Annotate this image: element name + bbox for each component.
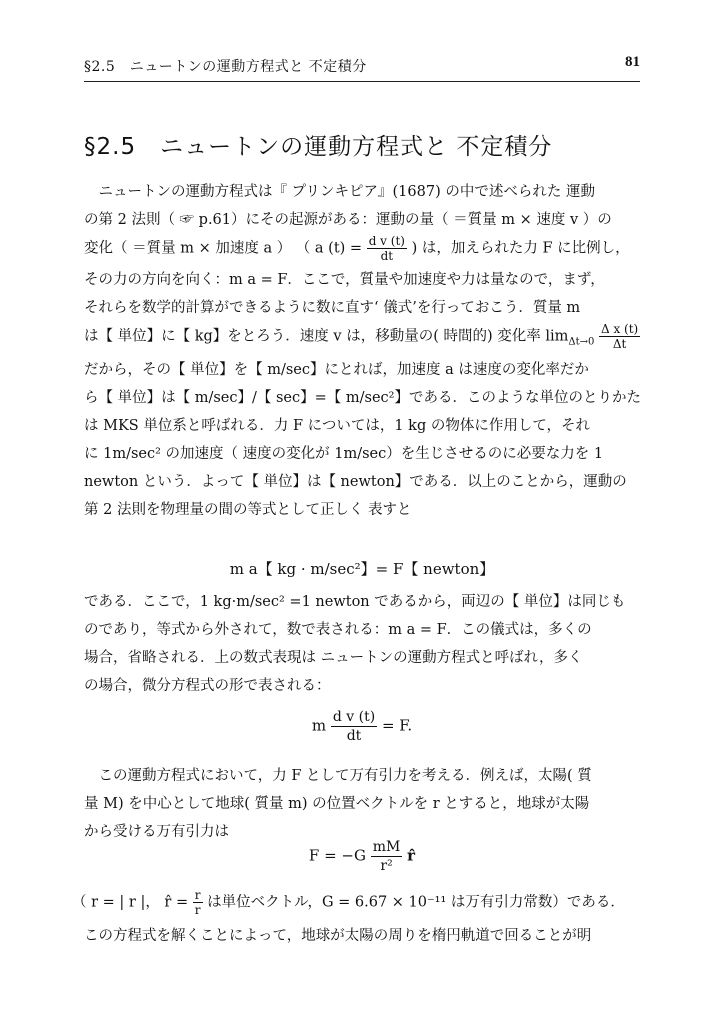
dv-dt-denominator: dt xyxy=(380,249,394,263)
section-title: §2.5 ニュートンの運動方程式と 不定積分 xyxy=(84,134,553,160)
p3-line-2: 量 M) を中心として地球( 質量 m) の位置ベクトルを r とすると，地球が太陽 xyxy=(84,796,590,812)
p2-line-4: の場合，微分方程式の形で表される： xyxy=(84,678,331,694)
paragraph-1 xyxy=(84,178,640,524)
p1-line-7: だから，その【 単位】を【 m/sec】にとれば，加速度 a は速度の変化率だか xyxy=(84,362,589,378)
p4-line-1-text-b: は単位ベクトル，G = 6.67 × 10⁻¹¹ は万有引力常数）である． xyxy=(207,894,625,911)
p1-line-6-text-a: は【 単位】に【 kg】をとろう．速度 v は，移動量の( 時間的) 変化率 lim xyxy=(84,328,569,345)
p1-line-10: に 1m/sec² の加速度（ 速度の変化が 1m/sec）を生じさせるのに必要な力を 1 xyxy=(84,446,604,462)
p2-line-2: のであり，等式から外されて，数で表される：m a = F．この儀式は，多くの xyxy=(84,622,592,638)
unit-vector-numerator: r xyxy=(194,888,201,902)
p3-line-3: から受ける万有引力は xyxy=(84,824,229,840)
eq2-lhs: m xyxy=(311,716,327,735)
eq3-lhs: F = −G xyxy=(308,846,366,865)
eq2-fraction xyxy=(331,708,377,745)
dx-dt-numerator: Δ x (t) xyxy=(600,322,639,336)
p3-line-1: この運動方程式において，力 F として万有引力を考える．例えば，太陽( 質 xyxy=(84,768,592,784)
p1-line-1: ニュートンの運動方程式は『 プリンキピア』(1687) の中で述べられた 運動 xyxy=(84,184,595,200)
p1-line-12: 第 2 法則を物理量の間の等式として正しく 表すと xyxy=(84,502,412,518)
p1-line-5: それらを数学的計算ができるように数に直す‘ 儀式’を行っておこう．質量 m xyxy=(84,300,581,316)
p1-line-6 xyxy=(84,322,640,356)
dx-dt-fraction xyxy=(599,322,640,351)
p2-line-3: 場合，省略される．上の数式表現は ニュートンの運動方程式と呼ばれ，多く xyxy=(84,650,583,666)
p4-line-2: この方程式を解くことによって，地球が太陽の周りを楕円軌道で回ることが明 xyxy=(84,928,592,944)
p1-line-4: その力の方向を向く：m a = F．ここで，質量や加速度や力は量なので，まず， xyxy=(84,272,605,288)
p1-line-3 xyxy=(84,234,640,266)
equation-1: m a【 kg · m/sec²】= F【 newton】 xyxy=(229,560,495,578)
p1-line-8: ら【 単位】は【 m/sec】/【 sec】=【 m/sec²】である．このような単位のとりかた xyxy=(84,390,641,406)
dv-dt-numerator: d v (t) xyxy=(368,234,405,248)
p2-line-1: である．ここで，1 kg·m/sec² =1 newton であるから，両辺の【 単位】は同じも xyxy=(84,594,626,610)
eq3-denominator: r² xyxy=(380,858,393,874)
header-rule xyxy=(84,81,640,82)
dv-dt-fraction xyxy=(367,234,407,263)
dx-dt-denominator: Δt xyxy=(612,337,627,351)
equation-3 xyxy=(84,838,640,875)
p1-line-2: の第 2 法則（ ☞ p.61）にその起源がある：運動の量（ ＝質量 m × 速度 v ）の xyxy=(84,212,612,228)
running-head-title: §2.5 ニュートンの運動方程式と 不定積分 xyxy=(84,59,367,75)
lim-subscript: Δt→0 xyxy=(568,336,595,348)
paragraph-2 xyxy=(84,588,640,700)
eq3-numerator: mM xyxy=(372,839,401,855)
eq3-fraction xyxy=(371,838,403,875)
unit-vector-fraction xyxy=(193,888,203,917)
eq2-numerator: d v (t) xyxy=(332,709,376,725)
page-number: 81 xyxy=(625,54,640,70)
p1-line-3-text-b: ) は，加えられた力 F に比例し， xyxy=(411,240,630,257)
paragraph-3 xyxy=(84,762,640,846)
eq2-denominator: dt xyxy=(346,728,362,744)
eq2-rhs: = F. xyxy=(381,716,413,735)
paragraph-4 xyxy=(72,888,640,950)
unit-vector-denominator: r xyxy=(194,903,201,917)
p4-line-1-text-a: （ r = | r |， r̂ = xyxy=(72,894,189,911)
eq3-rhs: r̂ xyxy=(407,846,416,865)
equation-2 xyxy=(84,708,640,745)
p4-line-1 xyxy=(72,888,640,922)
p1-line-11: newton という．よって【 単位】は【 newton】である．以上のことから，運動の xyxy=(84,474,627,490)
p1-line-9: は MKS 単位系と呼ばれる．力 F については，1 kg の物体に作用して，それ xyxy=(84,418,591,434)
p1-line-3-text-a: 変化（ ＝質量 m × 加速度 a ） （ a (t) = xyxy=(84,240,363,257)
running-header xyxy=(84,54,640,80)
